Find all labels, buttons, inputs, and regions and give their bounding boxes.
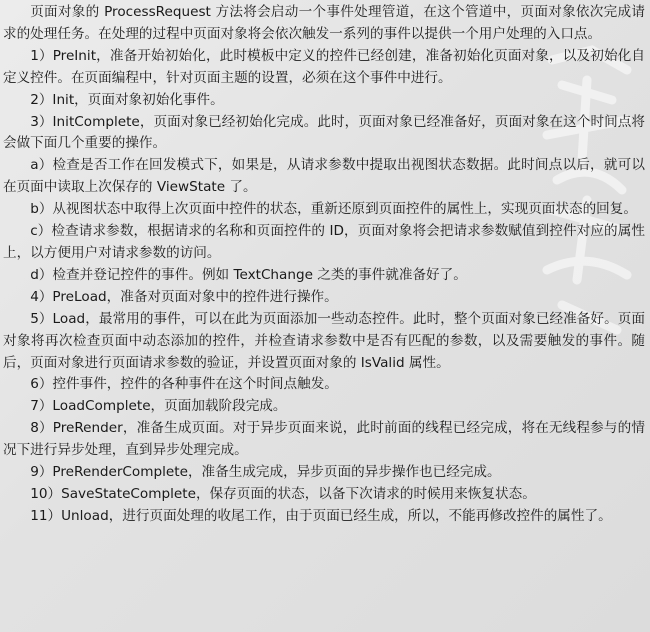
event-prerender: 8）PreRender，准备生成页面。对于异步页面来说，此时前面的线程已经完成，将在无线程参与的情况下进行异步处理，直到异步处理完成。 [3, 420, 645, 459]
event-preinit: 1）PreInit，准备开始初始化，此时模板中定义的控件已经创建，准备初始化页面对象，以及初始化自定义控件。在页面编程中，针对页面主题的设置，必须在这个事件中进行。 [3, 47, 645, 86]
event-prerendercomplete: 9）PreRenderComplete，准备生成完成，异步页面的异步操作也已经完成。 [30, 464, 501, 481]
event-unload: 11）Unload，进行页面处理的收尾工作，由于页面已经生成，所以，不能再修改控件的属性了。 [30, 507, 612, 524]
event-control-events: 6）控件事件，控件的各种事件在这个时间点触发。 [30, 376, 338, 393]
article-body [3, 2, 645, 528]
step-d: d）检查并登记控件的事件。例如 TextChange 之类的事件就准备好了。 [30, 266, 467, 283]
step-a: a）检查是否工作在回发模式下，如果是，从请求参数中提取出视图状态数据。此时间点以后，就可以在页面中读取上次保存的 ViewState 了。 [3, 157, 645, 196]
event-preload: 4）PreLoad，准备对页面对象中的控件进行操作。 [30, 288, 338, 305]
event-init: 2）Init，页面对象初始化事件。 [30, 91, 224, 108]
intro-paragraph: 页面对象的 ProcessRequest 方法将会启动一个事件处理管道，在这个管道中，页面对象依次完成请求的处理任务。在处理的过程中页面对象将会依次触发一系列的事件以提供一个用户处理的入口点。 [3, 4, 645, 42]
step-b: b）从视图状态中取得上次页面中控件的状态，重新还原到页面控件的属性上，实现页面状态的回复。 [30, 201, 637, 218]
event-load: 5）Load，最常用的事件，可以在此为页面添加一些动态控件。此时，整个页面对象已经准备好。页面对象将再次检查页面中动态添加的控件，并检查请求参数中是否有匹配的参数，以及需要触发的事件。随后，页面对象进行页面请求参数的验证，并设置页面对象的 IsValid 属性。 [3, 310, 645, 371]
event-loadcomplete: 7）LoadComplete，页面加载阶段完成。 [30, 398, 287, 415]
event-savestatecomplete: 10）SaveStateComplete，保存页面的状态，以备下次请求的时候用来恢复状态。 [30, 485, 536, 502]
event-initcomplete: 3）InitComplete，页面对象已经初始化完成。此时，页面对象已经准备好，页面对象在这个时间点将会做下面几个重要的操作。 [3, 113, 645, 152]
step-c: c）检查请求参数，根据请求的名称和页面控件的 ID，页面对象将会把请求参数赋值到控件对应的属性上，以方便用户对请求参数的访问。 [3, 223, 645, 261]
